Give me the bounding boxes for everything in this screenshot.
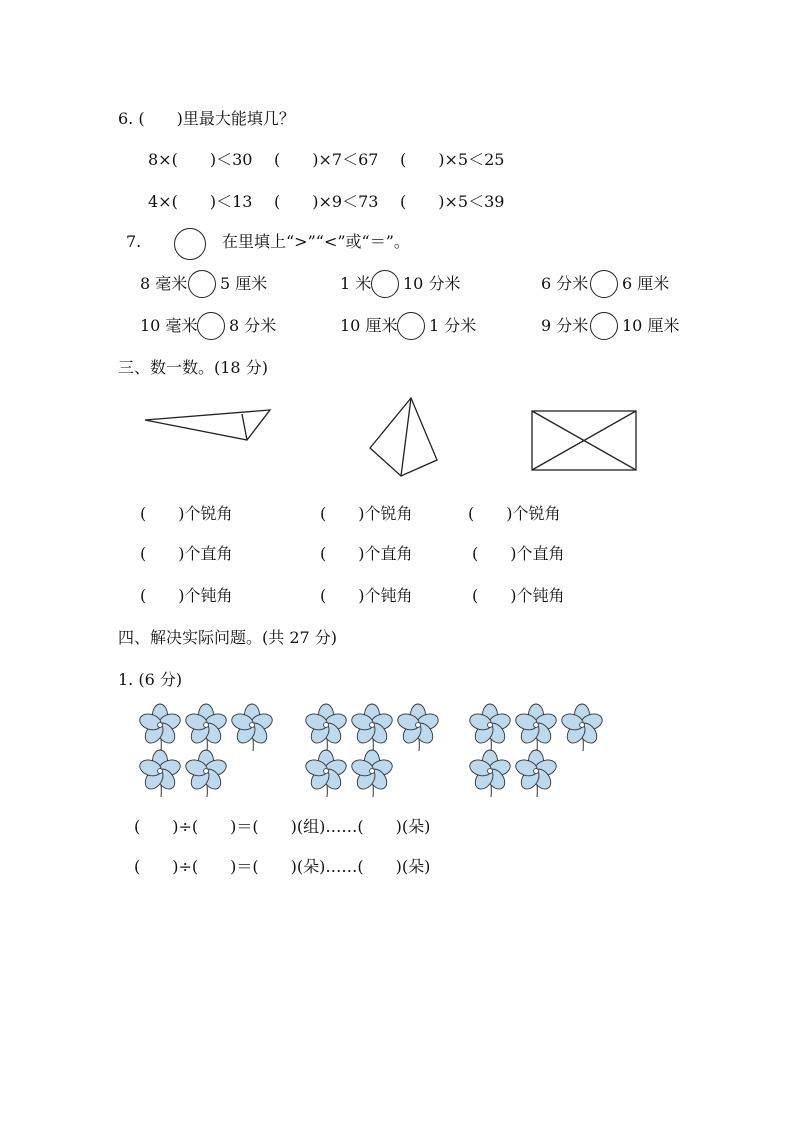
- flower-icon: [468, 750, 513, 797]
- compare-right: 1 分米: [429, 316, 477, 335]
- section4-heading: 四、解决实际问题。(共 27 分): [118, 628, 338, 647]
- count-item: ( )个锐角: [320, 504, 413, 523]
- count-item: ( )个直角: [140, 544, 233, 563]
- compare-left: 1 米: [340, 274, 372, 293]
- count-item: ( )个钝角: [320, 586, 413, 605]
- q6-title: 6. ( )里最大能填几？: [118, 109, 295, 128]
- compare-right: 10 厘米: [622, 316, 680, 335]
- count-item: ( )个直角: [320, 544, 413, 563]
- flower-icon: [230, 704, 275, 751]
- compare-right: 6 厘米: [622, 274, 670, 293]
- count-item: ( )个锐角: [468, 504, 561, 523]
- q6-item: ( )×5＜39: [400, 192, 505, 211]
- flower-icon: [304, 704, 349, 751]
- q6-item: ( )×9＜73: [274, 192, 379, 211]
- q6-item: ( )×7＜67: [274, 150, 379, 169]
- flower-icon: [138, 704, 183, 751]
- flower-icon: [560, 704, 605, 751]
- flower-icon: [184, 750, 229, 797]
- compare-left: 10 毫米: [140, 316, 198, 335]
- count-item: ( )个锐角: [140, 504, 233, 523]
- equation-1: ( )÷( )＝( )(组)……( )(朵): [134, 817, 431, 836]
- count-item: ( )个钝角: [140, 586, 233, 605]
- flower-icon: [350, 750, 395, 797]
- compare-left: 8 毫米: [140, 274, 188, 293]
- equation-2: ( )÷( )＝( )(朵)……( )(朵): [134, 857, 431, 876]
- q6-item: 4×( )＜13: [148, 192, 253, 211]
- q6-item: ( )×5＜25: [400, 150, 505, 169]
- flower-icon: [138, 750, 183, 797]
- section3-heading: 三、数一数。(18 分): [118, 358, 268, 377]
- q1-label: 1. (6 分): [118, 670, 183, 689]
- flower-icon: [514, 750, 559, 797]
- flower-icon: [304, 750, 349, 797]
- compare-left: 9 分米: [541, 316, 589, 335]
- flower-icon: [184, 704, 229, 751]
- compare-left: 6 分米: [541, 274, 589, 293]
- q6-item: 8×( )＜30: [148, 150, 253, 169]
- compare-right: 5 厘米: [220, 274, 268, 293]
- q7-instruction: 在里填上“>”“<”或“＝”。: [222, 232, 410, 251]
- count-item: ( )个直角: [472, 544, 565, 563]
- compare-right: 8 分米: [229, 316, 277, 335]
- flower-icon: [468, 704, 513, 751]
- compare-left: 10 厘米: [340, 316, 398, 335]
- compare-right: 10 分米: [403, 274, 461, 293]
- count-item: ( )个钝角: [472, 586, 565, 605]
- q7-number: 7.: [126, 232, 142, 251]
- flower-icon: [396, 704, 441, 751]
- flower-icon: [514, 704, 559, 751]
- flower-icon: [350, 704, 395, 751]
